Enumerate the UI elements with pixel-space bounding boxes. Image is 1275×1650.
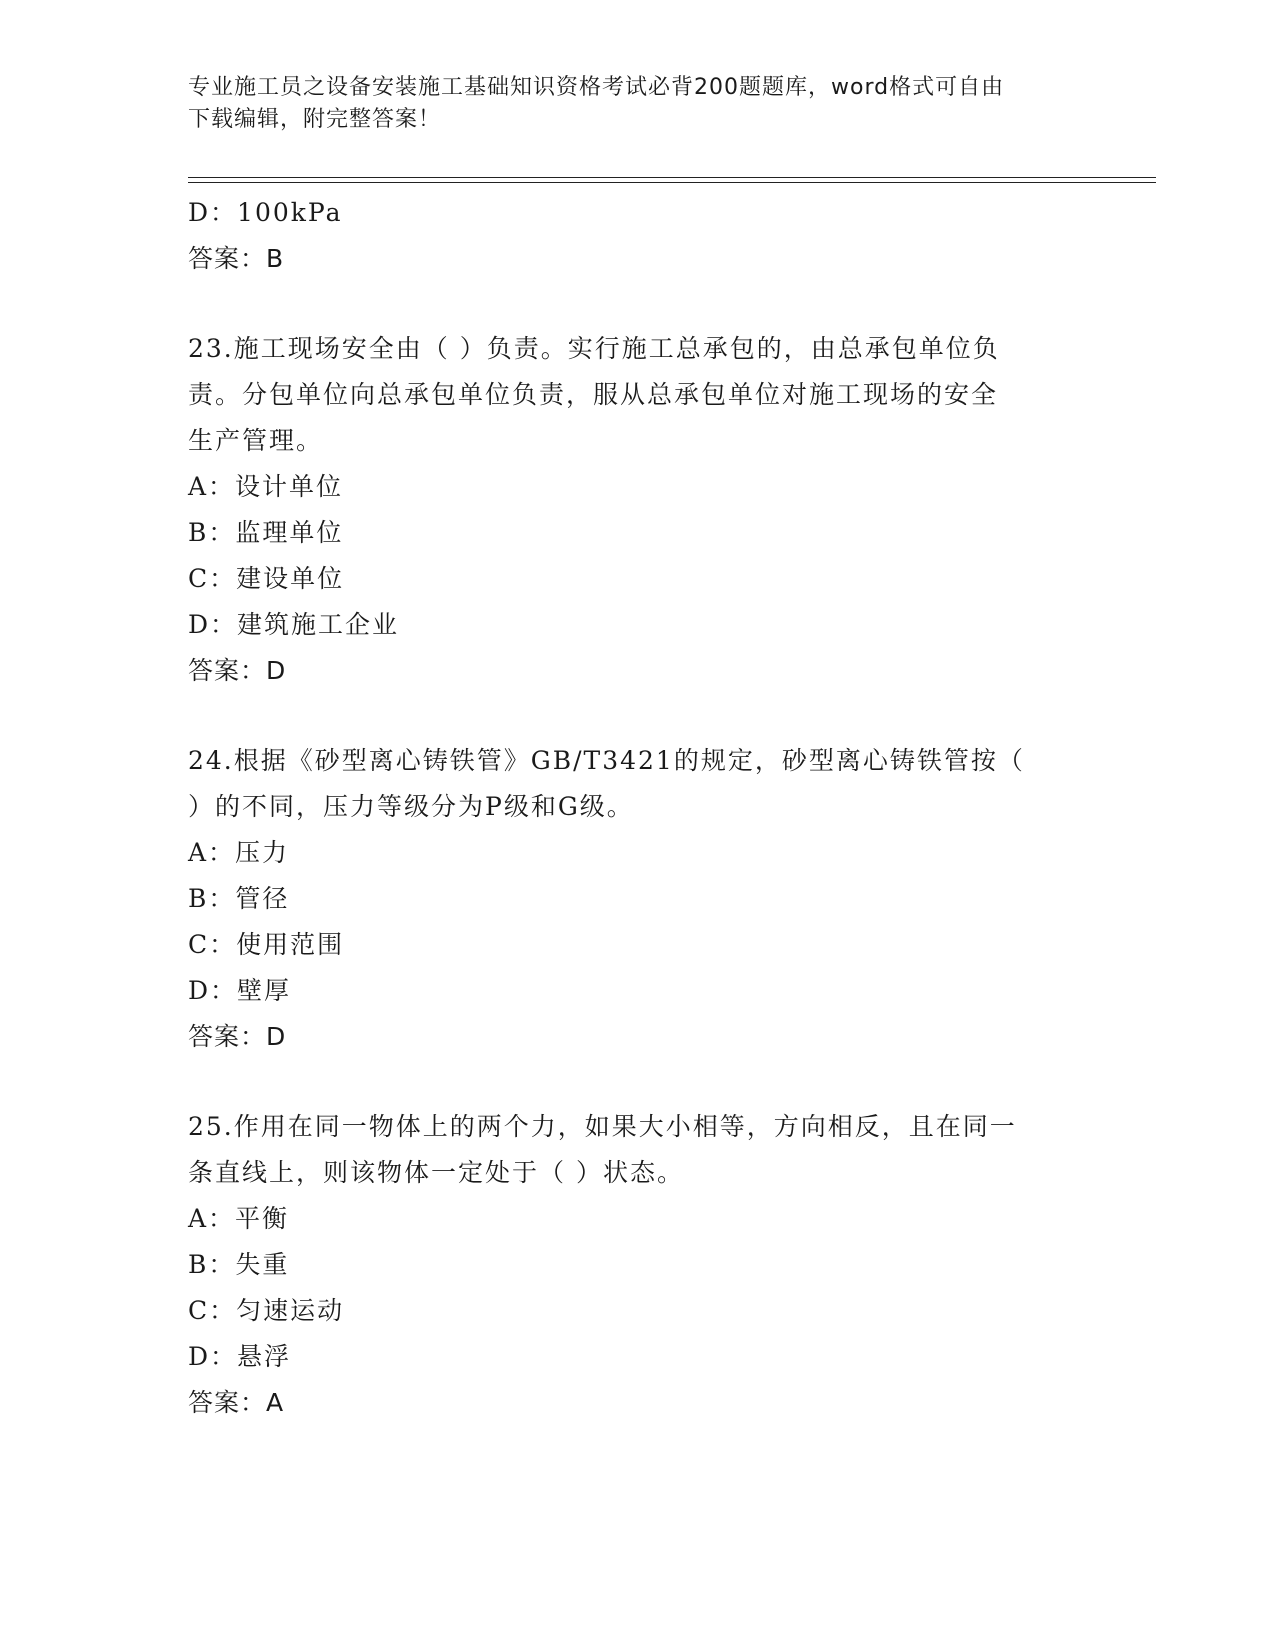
question-24 [188,738,1088,1060]
answer-line: 答案：D [188,656,287,685]
option-b: B：失重 [188,1250,290,1279]
question-25 [188,1104,1088,1426]
header-title-line-1: 专业施工员之设备安装施工基础知识资格考试必背200题题库，word格式可自由 [188,75,1005,100]
option-c: C：匀速运动 [188,1296,345,1325]
option-b: B：监理单位 [188,518,344,547]
answer-line: 答案：A [188,1388,285,1417]
answer-line: 答案：B [188,244,285,273]
question-text-line: 25.作用在同一物体上的两个力，如果大小相等，方向相反，且在同一 [188,1112,1017,1141]
option-d: D：壁厚 [188,976,292,1005]
question-text-line: 条直线上，则该物体一定处于（ ）状态。 [188,1158,684,1187]
option-b: B：管径 [188,884,290,913]
spacer [188,694,1088,738]
question-text-line: 23.施工现场安全由（ ）负责。实行施工总承包的，由总承包单位负 [188,334,1000,363]
question-23 [188,326,1088,694]
option-d: D：100kPa [188,198,343,227]
spacer [188,282,1088,326]
option-a: A：压力 [188,838,290,867]
question-list [188,190,1088,1426]
question-text-line: ）的不同，压力等级分为P级和G级。 [188,792,634,821]
header-title-line-2: 下载编辑，附完整答案！ [188,107,442,132]
option-a: A：设计单位 [188,472,344,501]
option-c: C：使用范围 [188,930,345,959]
question-text-line: 24.根据《砂型离心铸铁管》GB/T3421的规定，砂型离心铸铁管按（ [188,746,1025,775]
spacer [188,1060,1088,1104]
document-header [188,72,1088,136]
header-divider-top [188,177,1156,178]
question-text-line: 责。分包单位向总承包单位负责，服从总承包单位对施工现场的安全 [188,380,999,409]
answer-line: 答案：D [188,1022,287,1051]
header-divider-bottom [188,182,1156,183]
option-d: D：建筑施工企业 [188,610,400,639]
option-c: C：建设单位 [188,564,345,593]
question-text-line: 生产管理。 [188,426,324,455]
option-d: D：悬浮 [188,1342,292,1371]
previous-question-tail [188,190,1088,282]
option-a: A：平衡 [188,1204,290,1233]
